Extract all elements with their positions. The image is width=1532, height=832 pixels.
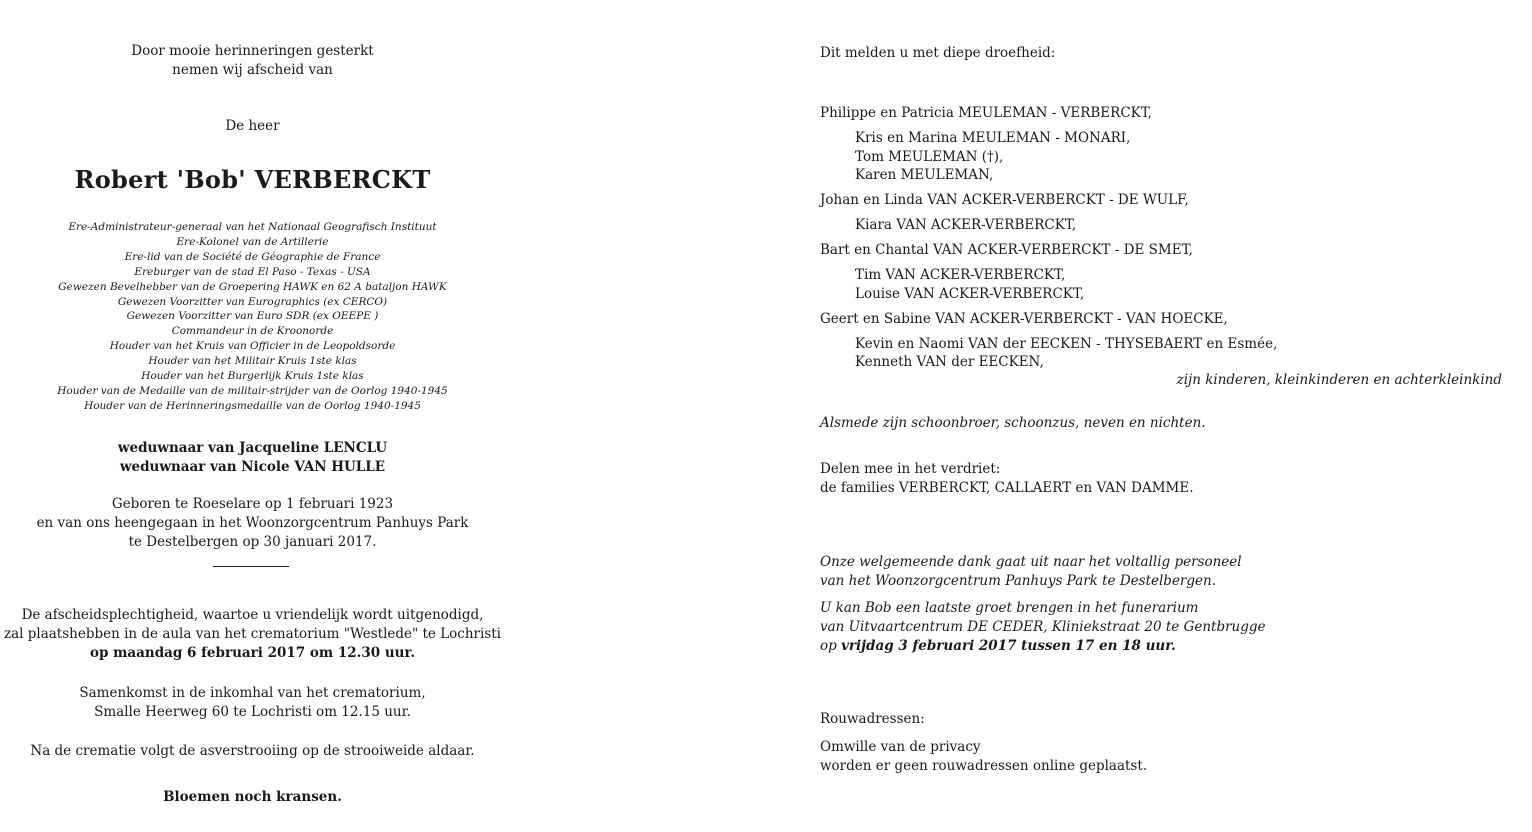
family-couple-line: Bart en Chantal VAN ACKER-VERBERCKT - DE SMET, [820,242,1193,258]
honour-line: Houder van het Burgerlijk Kruis 1ste klas [141,370,364,382]
family-member-line: Kevin en Naomi VAN der EECKEN - THYSEBAERT en Esmée, [855,336,1278,352]
born-line-2: en van ons heengegaan in het Woonzorgcentrum Panhuys Park [36,515,469,531]
honour-line: Gewezen Voorzitter van Eurographics (ex CERCO) [117,295,388,308]
addresses-title: Rouwadressen: [820,711,925,727]
salutation: De heer [225,118,280,134]
scattering-note: Na de crematie volgt de asverstrooiing op de strooiweide aldaar. [30,743,475,759]
honour-line: Houder van het Militair Kruis 1ste klas [148,355,357,368]
honour-line: Ere-lid van de Société de Géographie de France [124,250,381,263]
honour-line: Gewezen Bevelhebber van de Groepering HAWK en 62 A bataljon HAWK [58,280,447,293]
intro-line-2: nemen wij afscheid van [172,62,333,78]
right-page [820,0,1510,832]
left-page [0,0,505,832]
visit-line-3-prefix: op [820,638,842,654]
family-couple-line: Johan en Linda VAN ACKER-VERBERCKT - DE WULF, [820,192,1189,208]
divider [213,566,289,567]
honour-line: Houder van het Kruis van Officier in de Leopoldsorde [109,340,396,353]
family-member-line: Louise VAN ACKER-VERBERCKT, [855,286,1085,302]
honour-line: Ere-Kolonel van de Artillerie [176,235,329,248]
announce-line: Dit melden u met diepe droefheid: [820,45,1056,61]
family-member-line: Kris en Marina MEULEMAN - MONARI, [855,130,1131,146]
honour-line: Ereburger van de stad El Paso - Texas - USA [134,265,371,278]
addresses-line-2: worden er geen rouwadressen online geplaatst. [820,758,1148,774]
family-couple-line: Geert en Sabine VAN ACKER-VERBERCKT - VAN HOECKE, [820,311,1228,327]
honour-line: Gewezen Voorzitter van Euro SDR (ex OEEPE ) [126,310,379,323]
widower-line-2: weduwnaar van Nicole VAN HULLE [119,459,386,475]
family-member-line: Kenneth VAN der EECKEN, [855,354,1044,370]
honour-line: Commandeur in de Kroonorde [171,325,334,338]
visit-line-3 [820,637,1176,656]
thanks-line-2: van het Woonzorgcentrum Panhuys Park te Destelbergen. [820,573,1217,589]
ceremony-line-2: zal plaatshebben in de aula van het crematorium "Westlede" te Lochristi [3,626,502,642]
born-line-3: te Destelbergen op 30 januari 2017. [128,534,377,550]
ceremony-line-3: op maandag 6 februari 2017 om 12.30 uur. [89,645,416,661]
ceremony-line-1: De afscheidsplechtigheid, waartoe u vriendelijk wordt uitgenodigd, [21,607,484,623]
addresses-line-1: Omwille van de privacy [820,739,981,755]
also-line: Alsmede zijn schoonbroer, schoonzus, neven en nichten. [820,415,1206,431]
relation-line: zijn kinderen, kleinkinderen en achterkleinkind [1176,372,1502,388]
family-member-line: Tim VAN ACKER-VERBERCKT, [855,267,1066,283]
thanks-line-1: Onze welgemeende dank gaat uit naar het voltallig personeel [820,554,1242,570]
no-flowers-note: Bloemen noch kransen. [163,789,342,805]
intro-line-1: Door mooie herinneringen gesterkt [131,43,374,59]
honour-line: Houder van de Medaille van de militair-strijder van de Oorlog 1940-1945 [57,384,448,397]
gathering-line-2: Smalle Heerweg 60 te Lochristi om 12.15 uur. [94,704,411,720]
share-line-2: de families VERBERCKT, CALLAERT en VAN DAMME. [820,480,1194,496]
deceased-name: Robert 'Bob' VERBERCKT [74,165,431,194]
family-member-line: Kiara VAN ACKER-VERBERCKT, [855,217,1077,233]
share-line-1: Delen mee in het verdriet: [820,461,1001,477]
honour-line: Houder van de Herinneringsmedaille van de Oorlog 1940-1945 [84,399,421,412]
born-line-1: Geboren te Roeselare op 1 februari 1923 [111,496,394,512]
family-member-line: Karen MEULEMAN, [855,167,994,183]
visit-line-1: U kan Bob een laatste groet brengen in het funerarium [820,600,1199,616]
honour-line: Ere-Administrateur-generaal van het Nationaal Geografisch Instituut [68,221,437,233]
visit-line-3-date: vrijdag 3 februari 2017 tussen 17 en 18 uur. [841,638,1176,654]
family-couple-line: Philippe en Patricia MEULEMAN - VERBERCKT, [820,105,1153,121]
widower-line-1: weduwnaar van Jacqueline LENCLU [117,440,388,456]
visit-line-2: van Uitvaartcentrum DE CEDER, Kliniekstraat 20 te Gentbrugge [820,619,1266,635]
gathering-line-1: Samenkomst in de inkomhal van het crematorium, [79,685,426,701]
family-member-line: Tom MEULEMAN (†), [855,149,1004,165]
